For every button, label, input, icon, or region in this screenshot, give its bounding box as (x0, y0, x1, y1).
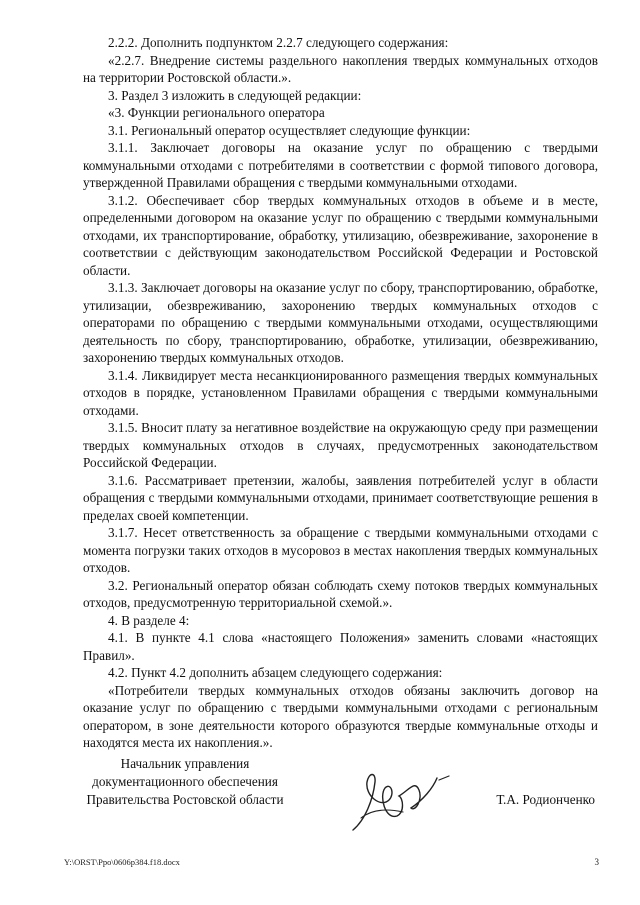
paragraph: «3. Функции регионального оператора (108, 105, 325, 120)
footer-file-path: Y:\ORST\Ppo\0606p384.f18.docx (64, 857, 180, 867)
paragraph: 3.2. Региональный оператор обязан соблюдать схему потоков твердых коммунальных отходов, предусмотренную территориальной схемой.». (83, 577, 598, 610)
paragraph: 3.1.1. Заключает договоры на оказание услуг по обращению с твердыми коммунальными отходами с потребителями в соответствии с формой типового договора, утвержденной Правилами обращения с твердыми коммунальными отходами. (83, 140, 598, 190)
paragraph: 3.1.2. Обеспечивает сбор твердых коммунальных отходов в объеме и в месте, определенными договором на оказание услуг по обращению с твердыми коммунальными отходами, их транспортирование, обработку, утилизацию, обезвреживание, захоронение в соответствии с действующим законодательством Российской Федерации и Ростовской области. (83, 192, 598, 278)
paragraph: 3.1.7. Несет ответственность за обращение с твердыми коммунальными отходами с момента погрузки таких отходов в мусоровоз в местах накопления твердых коммунальных отходов. (83, 525, 598, 575)
paragraph: 3.1.4. Ликвидирует места несанкционированного размещения твердых коммунальных отходов в порядке, установленном Правилами обращения с твердыми коммунальными отходами. (83, 367, 598, 418)
paragraph: 3.1.3. Заключает договоры на оказание услуг по сбору, транспортированию, обработке, утилизации, обезвреживанию, захоронению твердых коммунальных отходов с операторами по обращению с твердыми коммунальными отходами, осуществляющими деятельность по сбору, транспортированию, обработке, утилизации, обезвреживанию, захоронению твердых коммунальных отходов. (83, 280, 598, 365)
paragraph: 3.1. Региональный оператор осуществляет следующие функции: (108, 122, 471, 138)
paragraph: «Потребители твердых коммунальных отходов обязаны заключить договор на оказание услуг по обращению с твердыми коммунальными отходами с региональным оператором, в зоне деятельности которого образуются твердые коммунальные отходы и находятся места их накопления.». (83, 682, 598, 750)
paragraph: 3. Раздел 3 изложить в следующей редакции: (108, 87, 362, 103)
signatory-title-line2: документационного обеспечения (92, 774, 278, 789)
signatory-title-line3: Правительства Ростовской области (86, 792, 284, 807)
paragraph: 3.1.5. Вносит плату за негативное воздействие на окружающую среду при размещении твердых коммунальных отходов в случаях, предусмотренных законодательством Российской Федерации. (83, 420, 598, 470)
paragraph: 4. В разделе 4: (108, 612, 190, 628)
signer-name: Т.А. Родионченко (496, 792, 595, 807)
signatory-title-line1: Начальник управления (120, 756, 250, 771)
paragraph: «2.2.7. Внедрение системы раздельного накопления твердых коммунальных отходов на территории Ростовской области.». (83, 52, 598, 85)
page-number: 3 (594, 857, 599, 867)
paragraph: 3.1.6. Рассматривает претензии, жалобы, заявления потребителей услуг в области обращения с твердыми коммунальными отходами, принимает соответствующие решения в пределах своей компетенции. (83, 472, 598, 523)
paragraph: 2.2.2. Дополнить подпунктом 2.2.7 следующего содержания: (108, 35, 449, 50)
paragraph: 4.2. Пункт 4.2 дополнить абзацем следующего содержания: (108, 665, 443, 680)
signature-block (60, 755, 310, 809)
document-body (83, 34, 598, 752)
handwritten-signature (345, 760, 455, 840)
paragraph: 4.1. В пункте 4.1 слова «настоящего Положения» заменить словами «настоящих Правил». (83, 630, 598, 663)
